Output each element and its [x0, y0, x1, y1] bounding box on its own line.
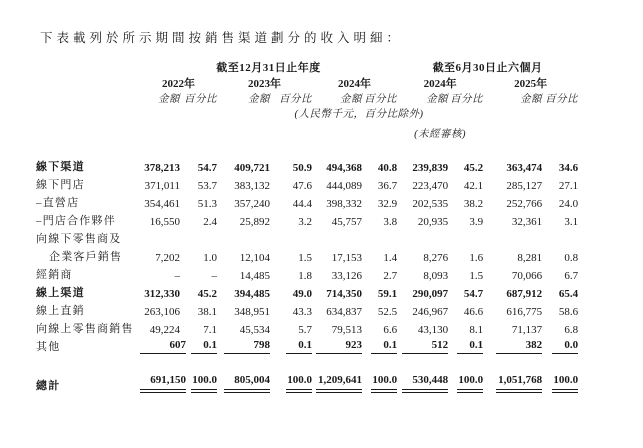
units-note-row — [36, 106, 578, 121]
amount-cell — [397, 354, 448, 393]
underlined-value: 0.1 — [457, 339, 483, 354]
amount-header: 金額 — [520, 94, 543, 105]
amount-cell: 263,106 — [144, 306, 180, 318]
amount-cell — [312, 336, 362, 354]
amount-cell: 363,474 — [506, 162, 543, 174]
amount-cell: 290,097 — [412, 288, 449, 300]
percent-cell: 38.1 — [197, 306, 217, 318]
amount-cell — [483, 354, 542, 393]
double-underlined-value: 691,150 — [140, 374, 186, 393]
double-underlined-value: 530,448 — [402, 374, 448, 393]
table-row-offline-stores — [36, 174, 578, 192]
spacer-cell — [36, 106, 140, 121]
percent-cell: 5.7 — [298, 324, 312, 336]
percent-cell: 8.1 — [469, 324, 484, 336]
unaudited-note-row — [36, 121, 578, 141]
spacer-cell — [36, 91, 140, 106]
spacer-row — [36, 141, 578, 156]
amount-cell: 223,470 — [412, 180, 449, 192]
amount-cell — [483, 228, 542, 246]
percent-cell: 1.5 — [298, 252, 312, 264]
table-row-offline-retailers-line1 — [36, 228, 578, 246]
percent-cell: 49.0 — [292, 288, 312, 300]
percent-cell: 51.3 — [197, 198, 217, 210]
amount-cell: 383,132 — [234, 180, 270, 192]
amount-cell: 12,104 — [239, 252, 270, 264]
amount-cell: 394,485 — [234, 288, 270, 300]
amount-cell: 246,967 — [412, 306, 449, 318]
year-header-row — [36, 75, 578, 91]
percent-cell — [270, 354, 312, 393]
units-note: (人民幣千元，百分比除外) — [294, 109, 424, 120]
amount-cell: 25,892 — [239, 216, 270, 228]
spacer-cell — [36, 121, 397, 141]
year-header-2023: 2023年 — [248, 78, 281, 90]
percent-cell: 34.6 — [558, 162, 579, 174]
double-underlined-value: 1,051,768 — [496, 374, 542, 393]
amount-cell: 8,093 — [423, 270, 449, 282]
amount-cell — [217, 228, 270, 246]
percent-cell: 6.7 — [564, 270, 579, 282]
year-header-2024-interim: 2024年 — [423, 78, 457, 90]
percent-cell: 1.4 — [383, 252, 398, 264]
percent-cell: 3.8 — [383, 216, 398, 228]
spacer-cell — [36, 59, 140, 75]
percent-cell: 6.6 — [383, 324, 398, 336]
percent-cell — [270, 228, 312, 246]
underlined-value: 0.1 — [191, 339, 217, 354]
amount-cell: 49,224 — [149, 324, 180, 336]
amount-cell — [140, 336, 186, 354]
percent-cell — [362, 354, 397, 393]
percent-cell — [448, 228, 483, 246]
percent-cell: 59.1 — [377, 288, 398, 300]
percent-cell: 36.7 — [377, 180, 398, 192]
year-header-2025-interim: 2025年 — [514, 78, 548, 90]
row-label: 線上渠道 — [36, 287, 85, 299]
percent-cell: 58.6 — [558, 306, 579, 318]
amount-cell: 371,011 — [144, 180, 180, 192]
unaudited-note: (未經審核) — [414, 129, 467, 140]
amount-cell: 71,137 — [511, 324, 543, 336]
percent-cell: 0.8 — [564, 252, 579, 264]
amount-cell: 32,361 — [511, 216, 543, 228]
table-row-direct-stores — [36, 192, 578, 210]
percent-cell: – — [211, 270, 217, 282]
row-label: 經銷商 — [36, 269, 73, 281]
percent-cell: 44.4 — [292, 198, 312, 210]
percent-header: 百分比 — [184, 94, 217, 105]
percent-cell: 1.0 — [203, 252, 217, 264]
table-row-distributors — [36, 264, 578, 282]
percent-header: 百分比 — [364, 94, 398, 105]
double-underlined-value: 100.0 — [286, 374, 312, 393]
percent-cell — [448, 336, 483, 354]
amount-cell: 43,130 — [417, 324, 449, 336]
amount-cell: 634,837 — [326, 306, 362, 318]
table-row-online-retailers — [36, 318, 578, 336]
percent-cell — [362, 336, 397, 354]
underlined-value: 382 — [496, 339, 542, 354]
percent-cell: 6.8 — [564, 324, 579, 336]
percent-cell — [542, 336, 578, 354]
amount-cell: 252,766 — [506, 198, 543, 210]
percent-cell: 3.9 — [469, 216, 484, 228]
amount-cell: 378,213 — [144, 162, 180, 174]
row-label: –直營店 — [36, 197, 80, 209]
amount-cell: 45,757 — [331, 216, 362, 228]
amount-cell — [312, 354, 362, 393]
year-header-2022: 2022年 — [162, 78, 195, 90]
period-group-header-row — [36, 59, 578, 75]
amount-cell: 8,276 — [423, 252, 449, 264]
amount-cell: 16,550 — [149, 216, 180, 228]
percent-cell: 3.2 — [298, 216, 312, 228]
amount-cell — [217, 354, 270, 393]
spacer-cell — [36, 75, 140, 91]
group-header-annual: 截至12月31日止年度 — [216, 62, 321, 74]
amount-cell: 357,240 — [234, 198, 270, 210]
percent-cell: 2.4 — [203, 216, 217, 228]
underlined-value: 798 — [224, 339, 270, 354]
table-row-offline-channels — [36, 156, 578, 174]
amount-cell — [140, 354, 186, 393]
amount-cell — [483, 336, 542, 354]
percent-header: 百分比 — [450, 94, 484, 105]
amount-cell: 312,330 — [144, 288, 180, 300]
percent-cell: 42.1 — [463, 180, 484, 192]
percent-cell: 27.1 — [558, 180, 579, 192]
double-underlined-value: 100.0 — [552, 374, 578, 393]
amount-cell: 20,935 — [417, 216, 449, 228]
amount-header: 金額 — [158, 94, 180, 105]
percent-cell: 2.7 — [383, 270, 398, 282]
amount-cell: 17,153 — [331, 252, 362, 264]
amount-cell: 494,368 — [326, 162, 362, 174]
amount-cell: 285,127 — [506, 180, 543, 192]
double-underlined-value: 100.0 — [191, 374, 217, 393]
row-label: 線上直銷 — [36, 305, 85, 317]
percent-cell: 24.0 — [558, 198, 579, 210]
amount-cell — [397, 336, 448, 354]
row-label: –門店合作夥伴 — [36, 215, 116, 227]
percent-cell — [542, 228, 578, 246]
amount-cell: 70,066 — [511, 270, 543, 282]
row-label: 總計 — [36, 380, 61, 392]
amount-cell: 348,951 — [234, 306, 270, 318]
double-underlined-value: 805,004 — [224, 374, 270, 393]
percent-cell — [180, 228, 217, 246]
percent-cell: 45.2 — [463, 162, 484, 174]
row-label: 線下門店 — [36, 179, 85, 191]
underlined-value: 0.1 — [286, 339, 312, 354]
percent-cell: 7.1 — [203, 324, 217, 336]
amount-cell: – — [174, 270, 180, 282]
percent-cell: 1.8 — [298, 270, 312, 282]
amount-cell: 444,089 — [326, 180, 362, 192]
percent-header: 百分比 — [279, 94, 312, 105]
amount-cell: 616,775 — [506, 306, 543, 318]
amount-cell — [397, 228, 448, 246]
amount-cell: 409,721 — [234, 162, 270, 174]
percent-cell: 46.6 — [463, 306, 484, 318]
group-header-interim: 截至6月30日止六個月 — [432, 62, 543, 74]
table-row-offline-retailers-line2 — [36, 246, 578, 264]
amount-cell: 8,281 — [517, 252, 543, 264]
percent-cell: 50.9 — [292, 162, 312, 174]
percent-cell — [448, 354, 483, 393]
percent-cell: 53.7 — [197, 180, 217, 192]
amount-cell: 33,126 — [331, 270, 362, 282]
row-label: 其他 — [36, 341, 61, 353]
row-label: 向線下零售商及 — [36, 233, 122, 245]
spacer-cell — [483, 121, 578, 141]
page-title: 下表載列於所示期間按銷售渠道劃分的收入明細： — [40, 31, 404, 45]
amount-cell — [140, 228, 180, 246]
spacer-cell — [36, 141, 578, 156]
underlined-value: 512 — [402, 339, 448, 354]
percent-cell: 1.5 — [469, 270, 484, 282]
amount-cell: 687,912 — [506, 288, 543, 300]
column-header-row — [36, 91, 578, 106]
row-label: 向線上零售商銷售 — [36, 323, 134, 335]
percent-cell: 54.7 — [197, 162, 217, 174]
percent-cell: 40.8 — [377, 162, 398, 174]
amount-cell: 7,202 — [155, 252, 180, 264]
amount-header: 金額 — [426, 94, 449, 105]
underlined-value: 0.0 — [552, 339, 578, 354]
row-label: 企業客戶銷售 — [49, 251, 123, 263]
revenue-by-channel-table — [36, 59, 578, 393]
underlined-value: 923 — [316, 339, 362, 354]
double-underlined-value: 100.0 — [457, 374, 483, 393]
double-underlined-value: 1,209,641 — [316, 374, 362, 393]
table-row-store-partners — [36, 210, 578, 228]
percent-cell: 43.3 — [292, 306, 312, 318]
amount-cell: 14,485 — [239, 270, 270, 282]
percent-cell: 32.9 — [377, 198, 398, 210]
percent-cell — [542, 354, 578, 393]
percent-cell: 54.7 — [463, 288, 484, 300]
total-row — [36, 354, 578, 393]
percent-cell: 65.4 — [558, 288, 579, 300]
underlined-value: 0.1 — [371, 339, 397, 354]
percent-cell — [270, 336, 312, 354]
amount-cell: 239,839 — [412, 162, 449, 174]
table-row-online-direct-sales — [36, 300, 578, 318]
percent-cell: 1.6 — [469, 252, 484, 264]
percent-cell: 52.5 — [377, 306, 398, 318]
amount-header: 金額 — [340, 94, 362, 105]
percent-cell: 3.1 — [564, 216, 579, 228]
double-underlined-value: 100.0 — [371, 374, 397, 393]
percent-header: 百分比 — [545, 94, 579, 105]
amount-cell: 714,350 — [326, 288, 362, 300]
amount-cell — [312, 228, 362, 246]
amount-cell: 354,461 — [144, 198, 180, 210]
amount-cell: 45,534 — [239, 324, 270, 336]
amount-cell: 79,513 — [331, 324, 362, 336]
amount-cell: 202,535 — [412, 198, 449, 210]
percent-cell: 45.2 — [197, 288, 217, 300]
amount-cell — [217, 336, 270, 354]
underlined-value: 607 — [140, 339, 186, 354]
percent-cell: 47.6 — [292, 180, 312, 192]
percent-cell — [362, 228, 397, 246]
percent-cell: 38.2 — [463, 198, 484, 210]
table-row-others — [36, 336, 578, 354]
table-row-online-channels — [36, 282, 578, 300]
year-header-2024: 2024年 — [338, 78, 372, 90]
row-label: 線下渠道 — [36, 161, 85, 173]
amount-header: 金額 — [248, 94, 270, 105]
amount-cell: 398,332 — [326, 198, 362, 210]
